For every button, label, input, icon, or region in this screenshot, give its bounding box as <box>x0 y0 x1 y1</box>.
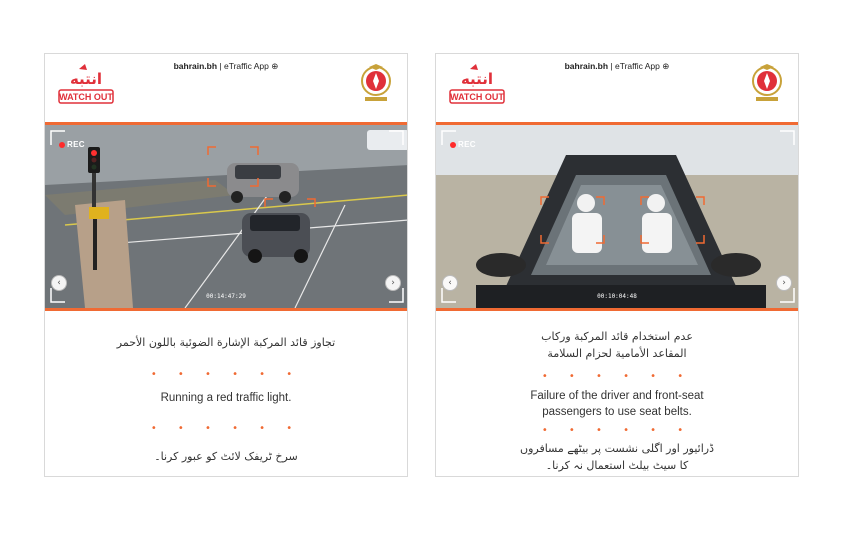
post-card-seat-belts <box>435 53 799 477</box>
svg-text:انتبه: انتبه <box>69 70 103 88</box>
police-crest-logo <box>750 64 784 106</box>
caption-arabic-line2: المقاعد الأمامية لحزام السلامة <box>547 347 687 360</box>
camera-photo-intersection <box>45 125 407 308</box>
rec-dot-icon <box>450 142 456 148</box>
dot-separator: • • • • • • <box>150 369 302 380</box>
camera-timestamp: 00:10:04:48 <box>597 293 637 300</box>
site-domain: bahrain.bh <box>173 61 218 71</box>
rec-indicator: REC <box>59 140 85 149</box>
caption-arabic-line1: عدم استخدام قائد المركبة وركاب <box>541 330 693 343</box>
site-line: bahrain.bh | eTraffic App ⊕ <box>173 61 279 71</box>
caption-arabic: تجاوز قائد المركبة الإشارة الضوئية باللون الأحمر <box>116 336 336 349</box>
caption-urdu: سرخ ٹریفک لائٹ کو عبور کرنا۔ <box>154 450 298 463</box>
caption-urdu-line2: کا سیٹ بیلٹ استعمال نہ کرنا۔ <box>545 459 689 472</box>
globe-icon: ⊕ <box>662 61 670 71</box>
svg-text:WATCH OUT: WATCH OUT <box>59 92 113 102</box>
post-card-red-light <box>44 53 408 477</box>
chevron-right-icon[interactable]: › <box>385 275 401 291</box>
dot-separator: • • • • • • <box>541 371 693 382</box>
bottom-orange-band <box>45 308 407 311</box>
rec-dot-icon <box>59 142 65 148</box>
svg-text:انتبه: انتبه <box>460 70 494 88</box>
camera-timestamp: 00:14:47:29 <box>206 293 246 300</box>
globe-icon: ⊕ <box>271 61 279 71</box>
site-line: bahrain.bh | eTraffic App ⊕ <box>564 61 670 71</box>
card-header <box>45 54 407 124</box>
camera-photo-car-interior <box>436 125 798 308</box>
caption-urdu-line1: ڈرائیور اور اگلی نشست پر بیٹھے مسافروں <box>519 442 714 455</box>
caption-english-line1: Failure of the driver and front-seat <box>530 390 704 402</box>
caption-english: Running a red traffic light. <box>160 392 292 404</box>
dot-separator: • • • • • • <box>541 425 693 436</box>
svg-text:WATCH OUT: WATCH OUT <box>450 92 504 102</box>
caption-english-line2: passengers to use seat belts. <box>542 406 692 418</box>
police-crest-logo <box>359 64 393 106</box>
card-header <box>436 54 798 124</box>
chevron-left-icon[interactable]: ‹ <box>51 275 67 291</box>
bottom-orange-band <box>436 308 798 311</box>
chevron-left-icon[interactable]: ‹ <box>442 275 458 291</box>
site-domain: bahrain.bh <box>564 61 609 71</box>
dot-separator: • • • • • • <box>150 423 302 434</box>
rec-indicator: REC <box>450 140 476 149</box>
chevron-right-icon[interactable]: › <box>776 275 792 291</box>
